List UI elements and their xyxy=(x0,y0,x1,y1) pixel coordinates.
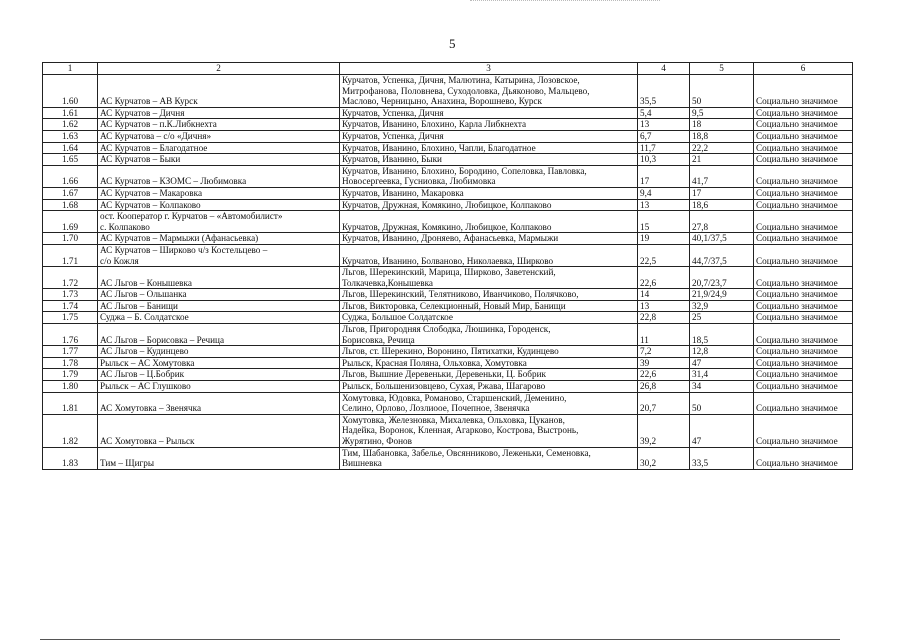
route-stops-line: Тим, Шабановка, Забелье, Овсянниково, Леженьки, Семеновка, xyxy=(342,447,591,458)
route-number-cell: 1.62 xyxy=(43,119,98,131)
route-length-total-cell: 20,7/23,7 xyxy=(690,267,754,289)
route-name-cell xyxy=(98,289,340,301)
route-stops-line: Рыльск, Красная Поляна, Ольховка, Хомутовка xyxy=(342,357,527,368)
route-length-cell: 13 xyxy=(638,119,690,131)
table-row xyxy=(43,154,853,166)
route-name-cell xyxy=(98,107,340,119)
route-type-cell: Социально значимое xyxy=(754,289,853,301)
route-name-line: АС Курчатова – с/о «Дичня» xyxy=(100,130,212,141)
route-type-cell: Социально значимое xyxy=(754,346,853,358)
route-type-cell: Социально значимое xyxy=(754,165,853,187)
route-length-total-cell: 21,9/24,9 xyxy=(690,289,754,301)
route-length-cell: 22,6 xyxy=(638,369,690,381)
route-number-cell: 1.73 xyxy=(43,289,98,301)
route-name-line: Рыльск – АС Глушково xyxy=(100,381,191,392)
route-stops-line: Борисовка, Речица xyxy=(342,334,415,345)
table-row xyxy=(43,142,853,154)
route-name-line: АС Льгов – Ц.Бобрик xyxy=(100,369,185,380)
route-stops-line: Курчатов, Дружная, Комякино, Любицкое, Колпаково xyxy=(342,199,552,210)
table-row xyxy=(43,346,853,358)
column-header-stops: 3 xyxy=(340,63,638,75)
route-name-line: ост. Кооператор г. Курчатов – «Автомобилист» xyxy=(100,211,283,222)
route-stops-cell xyxy=(340,289,638,301)
route-name-line: с/о Кожля xyxy=(100,255,139,266)
route-number-cell: 1.81 xyxy=(43,392,98,414)
route-stops-cell xyxy=(340,211,638,233)
route-number-cell: 1.61 xyxy=(43,107,98,119)
route-name-cell xyxy=(98,211,340,233)
route-length-cell: 11 xyxy=(638,324,690,346)
route-name-line: Суджа – Б. Солдатское xyxy=(100,312,189,323)
route-length-cell: 15 xyxy=(638,211,690,233)
route-stops-line: Вишневка xyxy=(342,458,382,469)
route-stops-cell xyxy=(340,414,638,447)
route-length-cell: 22,5 xyxy=(638,244,690,266)
route-name-line: АС Курчатов – Быки xyxy=(100,154,181,165)
route-number-cell: 1.80 xyxy=(43,381,98,393)
route-stops-line: Курчатов, Иванино, Болваново, Николаевка, Ширково xyxy=(342,255,554,266)
route-length-cell: 17 xyxy=(638,165,690,187)
route-name-cell xyxy=(98,119,340,131)
route-number-cell: 1.66 xyxy=(43,165,98,187)
route-stops-cell xyxy=(340,357,638,369)
route-name-line: АС Курчатов – Мармыжи (Афанасьевка) xyxy=(100,233,259,244)
route-number-cell: 1.69 xyxy=(43,211,98,233)
route-stops-cell xyxy=(340,107,638,119)
table-row xyxy=(43,369,853,381)
route-stops-line: Журятино, Фонов xyxy=(342,436,412,446)
route-type-cell: Социально значимое xyxy=(754,244,853,266)
route-type-cell: Социально значимое xyxy=(754,357,853,369)
route-name-line: АС Льгов – Банищи xyxy=(100,300,178,311)
table-row xyxy=(43,312,853,324)
route-length-cell: 39 xyxy=(638,357,690,369)
route-name-cell xyxy=(98,392,340,414)
route-stops-line: Льгов, Пригородняя Слободка, Люшинка, Городенск, xyxy=(342,324,551,335)
route-length-cell: 9,4 xyxy=(638,187,690,199)
route-name-cell xyxy=(98,369,340,381)
table-row xyxy=(43,414,853,447)
route-stops-cell xyxy=(340,381,638,393)
route-length-total-cell: 18,6 xyxy=(690,199,754,211)
route-length-total-cell: 40,1/37,5 xyxy=(690,233,754,245)
table-row xyxy=(43,324,853,346)
route-name-line: Тим – Щигры xyxy=(100,458,155,469)
table-row xyxy=(43,244,853,266)
route-name-cell xyxy=(98,142,340,154)
route-name-line: АС Курчатов – АВ Курск xyxy=(100,96,198,107)
route-stops-line: Хомутовка, Железновка, Михалевка, Ольховка, Цуканов, xyxy=(342,414,565,425)
route-length-cell: 13 xyxy=(638,199,690,211)
route-name-cell xyxy=(98,312,340,324)
route-stops-cell xyxy=(340,75,638,108)
route-length-cell: 14 xyxy=(638,289,690,301)
route-length-total-cell: 18 xyxy=(690,119,754,131)
route-stops-line: Льгов, ст. Шерекино, Воронино, Пятихатки, Кудинцево xyxy=(342,346,559,357)
route-length-total-cell: 33,5 xyxy=(690,447,754,469)
route-name-line: АС Льгов – Конышевка xyxy=(100,277,192,288)
route-length-total-cell: 17 xyxy=(690,187,754,199)
route-length-cell: 26,8 xyxy=(638,381,690,393)
route-length-total-cell: 34 xyxy=(690,381,754,393)
route-length-cell: 22,6 xyxy=(638,267,690,289)
route-stops-line: Курчатов, Иванино, Блохино, Чапли, Благодатное xyxy=(342,142,536,153)
route-name-line: АС Курчатов – Дичня xyxy=(100,107,185,118)
route-length-total-cell: 31,4 xyxy=(690,369,754,381)
route-name-cell xyxy=(98,154,340,166)
route-stops-line: Льгов, Шерекинский, Телятниково, Иванчиково, Полячково, xyxy=(342,289,579,300)
route-type-cell: Социально значимое xyxy=(754,447,853,469)
route-number-cell: 1.60 xyxy=(43,75,98,108)
route-stops-line: Льгов, Шерекинский, Марица, Ширково, Заветенский, xyxy=(342,267,556,278)
route-name-cell xyxy=(98,300,340,312)
route-number-cell: 1.64 xyxy=(43,142,98,154)
route-stops-line: Селино, Орлово, Лозлиоое, Почепное, Звенячка xyxy=(342,403,530,414)
table-row xyxy=(43,357,853,369)
route-length-total-cell: 12,8 xyxy=(690,346,754,358)
route-stops-line: Курчатов, Успенка, Дичня xyxy=(342,130,444,141)
table-row xyxy=(43,233,853,245)
route-stops-cell xyxy=(340,392,638,414)
route-length-total-cell: 47 xyxy=(690,357,754,369)
route-name-cell xyxy=(98,75,340,108)
route-stops-line: Курчатов, Успенка, Дичня xyxy=(342,107,444,118)
table-row xyxy=(43,381,853,393)
route-number-cell: 1.75 xyxy=(43,312,98,324)
table-row xyxy=(43,289,853,301)
route-stops-cell xyxy=(340,119,638,131)
route-name-cell xyxy=(98,324,340,346)
route-type-cell: Социально значимое xyxy=(754,312,853,324)
route-stops-cell xyxy=(340,244,638,266)
route-stops-line: Курчатов, Иванино, Дроняево, Афанасьевка, Мармыжи xyxy=(342,233,559,244)
route-length-cell: 19 xyxy=(638,233,690,245)
route-name-cell xyxy=(98,199,340,211)
page-number: 5 xyxy=(449,36,456,51)
route-length-total-cell: 18,5 xyxy=(690,324,754,346)
route-stops-line: Курчатов, Дружная, Комякино, Любицкое, Колпаково xyxy=(342,221,552,232)
table-row xyxy=(43,119,853,131)
route-name-line: АС Курчатов – п.К.Либкнехта xyxy=(100,119,217,130)
route-name-cell xyxy=(98,233,340,245)
route-stops-line: Курчатов, Иванино, Быки xyxy=(342,154,442,165)
route-name-cell xyxy=(98,357,340,369)
route-length-total-cell: 32,9 xyxy=(690,300,754,312)
route-length-cell: 10,3 xyxy=(638,154,690,166)
route-number-cell: 1.70 xyxy=(43,233,98,245)
route-type-cell: Социально значимое xyxy=(754,130,853,142)
route-length-cell: 20,7 xyxy=(638,392,690,414)
route-number-cell: 1.68 xyxy=(43,199,98,211)
route-type-cell: Социально значимое xyxy=(754,187,853,199)
column-header-length-1: 4 xyxy=(638,63,690,75)
route-stops-cell xyxy=(340,346,638,358)
route-stops-line: Рыльск, Большенизовцево, Сухая, Ржава, Шагарово xyxy=(342,381,546,392)
route-length-total-cell: 25 xyxy=(690,312,754,324)
table-row xyxy=(43,165,853,187)
route-name-line: АС Хомутовка – Звенячка xyxy=(100,403,202,414)
table-row xyxy=(43,187,853,199)
route-type-cell: Социально значимое xyxy=(754,211,853,233)
route-number-cell: 1.77 xyxy=(43,346,98,358)
route-type-cell: Социально значимое xyxy=(754,369,853,381)
route-number-cell: 1.82 xyxy=(43,414,98,447)
route-stops-line: Митрофанова, Половнева, Суходоловка, Дьяконово, Мальцево, xyxy=(342,85,590,96)
route-length-cell: 13 xyxy=(638,300,690,312)
route-stops-cell xyxy=(340,130,638,142)
route-name-cell xyxy=(98,346,340,358)
route-type-cell: Социально значимое xyxy=(754,381,853,393)
route-name-line: АС Курчатов – Колпаково xyxy=(100,199,201,210)
route-stops-cell xyxy=(340,369,638,381)
route-number-cell: 1.65 xyxy=(43,154,98,166)
route-name-cell xyxy=(98,381,340,393)
route-name-line: АС Льгов – Ольшанка xyxy=(100,289,187,300)
route-number-cell: 1.71 xyxy=(43,244,98,266)
route-stops-cell xyxy=(340,312,638,324)
route-stops-cell xyxy=(340,165,638,187)
route-length-total-cell: 22,2 xyxy=(690,142,754,154)
route-length-total-cell: 27,8 xyxy=(690,211,754,233)
route-length-cell: 39,2 xyxy=(638,414,690,447)
route-stops-line: Льгов, Викторовка, Селекционный, Новый Мир, Банищи xyxy=(342,300,566,311)
route-length-total-cell: 9,5 xyxy=(690,107,754,119)
route-name-cell xyxy=(98,165,340,187)
table-row xyxy=(43,75,853,108)
route-stops-cell xyxy=(340,187,638,199)
table-row xyxy=(43,300,853,312)
route-stops-line: Хомутовка, Юдовка, Романово, Старшенский, Деменино, xyxy=(342,392,567,403)
route-type-cell: Социально значимое xyxy=(754,267,853,289)
route-stops-cell xyxy=(340,142,638,154)
route-type-cell: Социально значимое xyxy=(754,154,853,166)
route-stops-cell xyxy=(340,199,638,211)
route-length-total-cell: 44,7/37,5 xyxy=(690,244,754,266)
route-length-cell: 5,4 xyxy=(638,107,690,119)
route-stops-line: Суджа, Большое Солдатское xyxy=(342,312,453,323)
route-stops-cell xyxy=(340,267,638,289)
table-row xyxy=(43,211,853,233)
column-header-route: 2 xyxy=(98,63,340,75)
route-stops-line: Курчатов, Иванино, Макаровка xyxy=(342,187,464,198)
route-name-line: с. Колпаково xyxy=(100,221,150,232)
route-length-total-cell: 41,7 xyxy=(690,165,754,187)
route-name-cell xyxy=(98,414,340,447)
route-type-cell: Социально значимое xyxy=(754,233,853,245)
route-name-cell xyxy=(98,187,340,199)
route-length-cell: 6,7 xyxy=(638,130,690,142)
column-header-type: 6 xyxy=(754,63,853,75)
table-row xyxy=(43,107,853,119)
route-stops-cell xyxy=(340,154,638,166)
route-type-cell: Социально значимое xyxy=(754,142,853,154)
route-name-cell xyxy=(98,130,340,142)
route-type-cell: Социально значимое xyxy=(754,300,853,312)
route-number-cell: 1.76 xyxy=(43,324,98,346)
route-name-cell xyxy=(98,447,340,469)
route-length-total-cell: 50 xyxy=(690,75,754,108)
table-row xyxy=(43,267,853,289)
route-name-line: АС Курчатов – Ширково ч/з Костельцево – xyxy=(100,244,268,255)
route-type-cell: Социально значимое xyxy=(754,75,853,108)
route-length-cell: 30,2 xyxy=(638,447,690,469)
route-stops-line: Толкачевка,Конышевка xyxy=(342,277,433,288)
table-row xyxy=(43,199,853,211)
route-number-cell: 1.74 xyxy=(43,300,98,312)
route-stops-cell xyxy=(340,233,638,245)
route-type-cell: Социально значимое xyxy=(754,392,853,414)
table-row xyxy=(43,130,853,142)
route-length-cell: 22,8 xyxy=(638,312,690,324)
route-stops-line: Курчатов, Иванино, Блохино, Бородино, Сопеловка, Павловка, xyxy=(342,165,587,176)
route-name-line: АС Курчатов – КЗОМС – Любимовка xyxy=(100,176,247,187)
route-stops-cell xyxy=(340,300,638,312)
route-stops-line: Новосергеевка, Гусниовка, Любимовка xyxy=(342,176,496,187)
table-row xyxy=(43,392,853,414)
column-header-length-2: 5 xyxy=(690,63,754,75)
route-number-cell: 1.79 xyxy=(43,369,98,381)
top-edge-mark xyxy=(470,0,660,4)
route-length-cell: 35,5 xyxy=(638,75,690,108)
table-header-row xyxy=(43,63,853,75)
column-header-number: 1 xyxy=(43,63,98,75)
route-name-line: АС Курчатов – Благодатное xyxy=(100,142,208,153)
route-stops-line: Льгов, Вышние Деревеньки, Деревеньки, Ц. Бобрик xyxy=(342,369,546,380)
route-name-line: АС Льгов – Борисовка – Речица xyxy=(100,334,225,345)
route-stops-cell xyxy=(340,324,638,346)
route-length-cell: 11,7 xyxy=(638,142,690,154)
route-stops-line: Надейка, Воронок, Кленная, Агарково, Кострова, Выстронь, xyxy=(342,425,579,436)
route-name-line: АС Льгов – Кудинцево xyxy=(100,346,189,357)
route-number-cell: 1.83 xyxy=(43,447,98,469)
route-type-cell: Социально значимое xyxy=(754,414,853,447)
route-number-cell: 1.63 xyxy=(43,130,98,142)
route-name-line: Рыльск – АС Хомутовка xyxy=(100,357,195,368)
route-length-total-cell: 18,8 xyxy=(690,130,754,142)
route-number-cell: 1.67 xyxy=(43,187,98,199)
route-name-cell xyxy=(98,244,340,266)
route-type-cell: Социально значимое xyxy=(754,119,853,131)
route-type-cell: Социально значимое xyxy=(754,324,853,346)
route-name-cell xyxy=(98,267,340,289)
route-length-total-cell: 21 xyxy=(690,154,754,166)
route-type-cell: Социально значимое xyxy=(754,107,853,119)
route-length-cell: 7,2 xyxy=(638,346,690,358)
table-body xyxy=(43,75,853,470)
table-row xyxy=(43,447,853,469)
route-number-cell: 1.78 xyxy=(43,357,98,369)
route-stops-cell xyxy=(340,447,638,469)
route-number-cell: 1.72 xyxy=(43,267,98,289)
route-type-cell: Социально значимое xyxy=(754,199,853,211)
route-stops-line: Маслово, Черницыно, Анахина, Ворошнево, Курск xyxy=(342,96,542,107)
route-name-line: АС Курчатов – Макаровка xyxy=(100,187,203,198)
routes-table xyxy=(42,62,853,470)
route-stops-line: Курчатов, Иванино, Блохино, Карла Либкнехта xyxy=(342,119,527,130)
route-length-total-cell: 50 xyxy=(690,392,754,414)
route-length-total-cell: 47 xyxy=(690,414,754,447)
route-name-line: АС Хомутовка – Рыльск xyxy=(100,436,195,446)
route-stops-line: Курчатов, Успенка, Дичня, Малютина, Катырина, Лозовское, xyxy=(342,75,580,85)
